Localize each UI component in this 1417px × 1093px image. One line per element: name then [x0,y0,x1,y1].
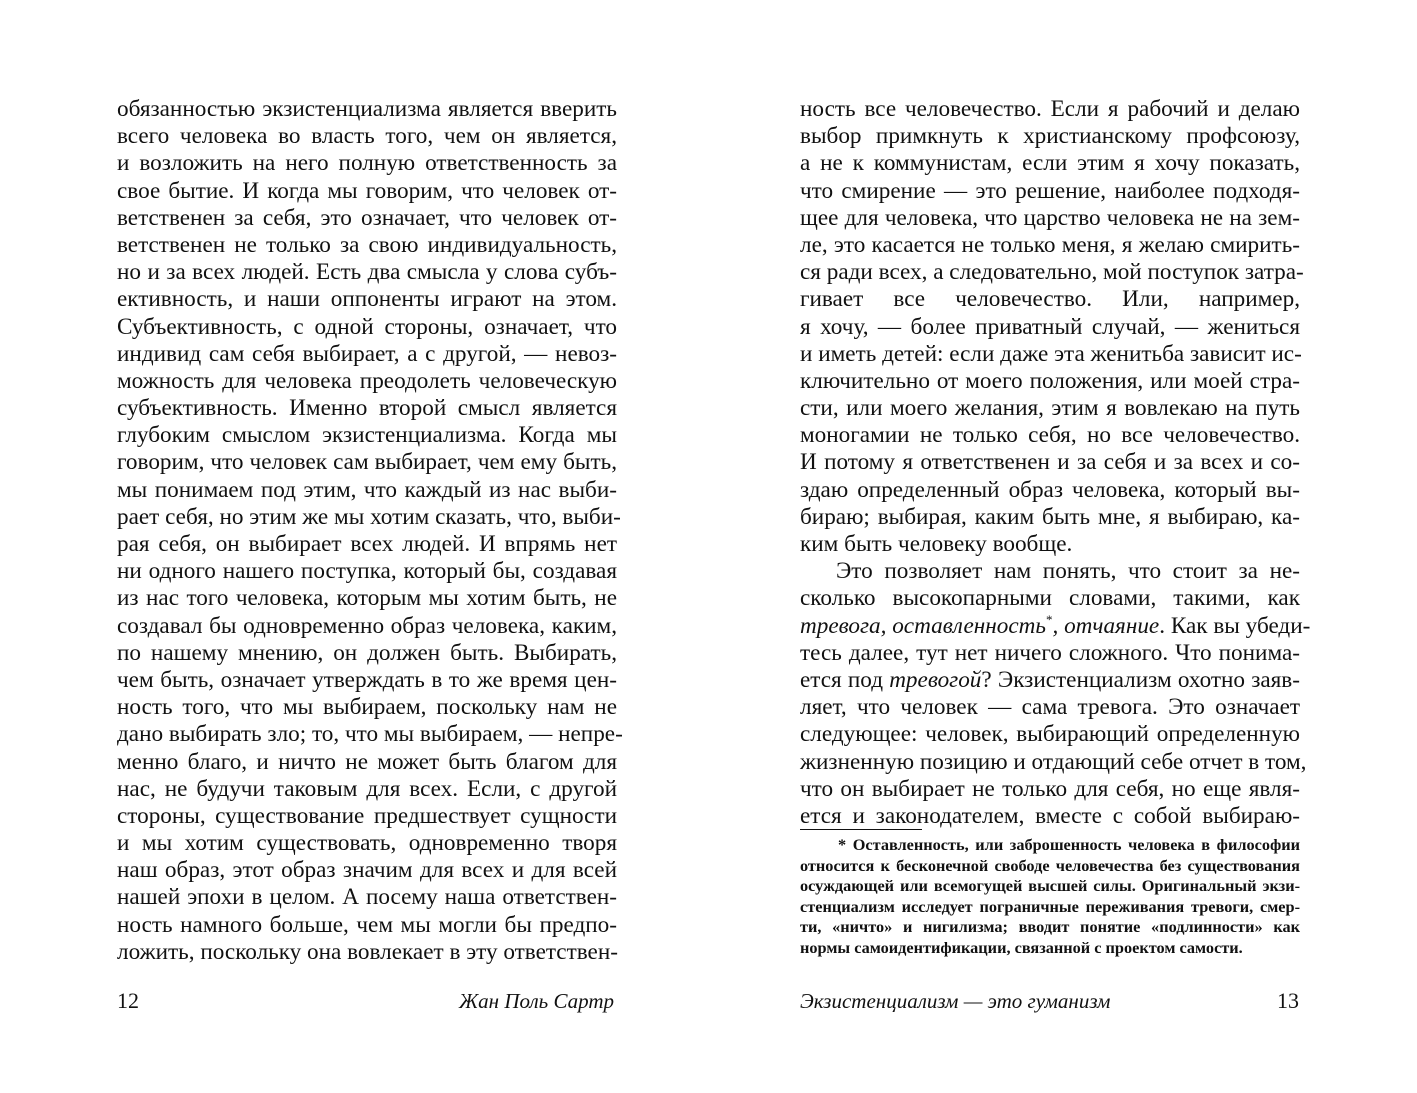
text-line: субъективность. Именно второй смысл является [117,395,617,422]
text-line: Субъективность, с одной стороны, означает, что [117,313,617,340]
text-line: по нашему мнению, он должен быть. Выбирать, [117,639,617,666]
text-line: ективность, и наши оппоненты играют на этом. [117,286,617,313]
text-line: сколько высокопарными словами, такими, как [800,585,1300,612]
line-tail: . Как вы убеди- [1159,612,1311,639]
text-line: жизненную позицию и отдающий себе отчет в том, [800,748,1307,775]
text-line: дано выбирать зло; то, что мы выбираем, — непре- [117,721,623,748]
text-line: рает себя, но этим же мы хотим сказать, что, выби- [117,503,621,530]
footnote [800,835,1300,959]
text-line: глубоким смыслом экзистенциализма. Когда мы [117,422,617,449]
text-line: мы понимаем под этим, что каждый из нас выби- [117,476,617,503]
text-line: индивид сам себя выбирает, а с другой, — невоз- [117,340,617,367]
footnote-line: относится к бесконечной свободе человечества без существования [800,855,1300,875]
left-page-body [117,96,623,966]
text-line: сти, или моего желания, этим я вовлекаю на путь [800,395,1300,422]
text-line: Это позволяет нам понять, что стоит за не- [836,558,1300,585]
text-line: моногамии не только себя, но все человечество. [800,422,1300,449]
text-line: но и за всех людей. Есть два смысла у слова субъ- [117,259,617,286]
text-line: бираю; выбирая, каким быть мне, я выбираю, ка- [800,503,1300,530]
text-line: ветственен за себя, это означает, что человек от- [117,204,617,231]
text-line: ветственен не только за свою индивидуальность, [117,231,617,258]
footnote-line: стенциализм исследует пограничные переживания тревоги, смер- [800,896,1300,916]
text-line: стороны, существование предшествует сущности [117,802,617,829]
text-line: щее для человека, что царство человека не на зем- [800,204,1300,231]
text-line: нашей эпохи в целом. А посему наша ответствен- [117,884,617,911]
text-line: ность того, что мы выбираем, поскольку нам не [117,694,617,721]
text-line: ключительно от моего положения, или моей стра- [800,367,1300,394]
italic-term: тревога, оставленность [800,612,1046,639]
text-line: тесь далее, тут нет ничего сложного. Что понима- [800,639,1300,666]
text-line: ность все человечество. Если я рабочий и делаю [800,96,1300,122]
text-line: свое бытие. И когда мы говорим, что человек от- [117,177,617,204]
text-line: и мы хотим существовать, одновременно творя [117,830,617,857]
page-number-left: 12 [117,988,139,1013]
text-line: И потому я ответственен и за себя и за всех и со- [800,449,1300,476]
footnote-line: осуждающей или всемогущей высшей силы. Оригинальный экзи- [800,876,1300,896]
text-line: обязанностью экзистенциализма является вверить [117,96,617,122]
text-line: наш образ, этот образ значим для всех и для всей [117,857,617,884]
text-line: ким быть человеку вообще. [800,531,1073,557]
italic-term: тревогой [889,666,982,693]
text-line: что он выбирает не только для себя, но еще явля- [800,775,1300,802]
text-line: ется и законодателем, вместе с собой выбираю- [800,802,1300,829]
footnote-line: нормы самоидентификации, связанной с проектом самости. [800,937,1243,957]
text-line: гивает все человечество. Или, например, [800,286,1300,313]
text-line: следующее: человек, выбирающий определенную [800,721,1300,748]
text-line: и иметь детей: если даже эта женитьба зависит ис- [800,340,1302,367]
page-number-right: 13 [1277,988,1299,1013]
text-line [800,611,1311,640]
line-head: ется под [800,666,890,693]
text-line: создавал бы одновременно образ человека, каким, [117,612,617,639]
running-head-author: Жан Поль Сартр [458,989,614,1013]
text-line: здаю определенный образ человека, который вы- [800,476,1300,503]
text-line: всего человека во власть того, чем он является, [117,123,617,150]
text-line: ложить, поскольку она вовлекает в эту ответствен- [117,938,618,965]
footnote-marker: * [1045,611,1053,627]
right-page-body [800,96,1311,830]
text-line: из нас того человека, которым мы хотим быть, не [117,585,617,612]
text-line: можность для человека преодолеть человеческую [117,367,617,394]
text-line: говорим, что человек сам выбирает, чем ему быть, [117,449,617,476]
text-line: ле, это касается не только меня, я желаю смирить- [800,231,1300,258]
text-line: я хочу, — более приватный случай, — жениться [800,313,1300,340]
text-line: ляет, что человек — сама тревога. Это означает [800,694,1300,721]
footnote-line: ти, «ничто» и нигилизма; вводит понятие «подлинности» как [800,917,1300,937]
line-tail: ? Экзистенциализм охотно заяв- [981,666,1300,693]
text-line [800,667,1300,694]
italic-term: , отчаяние [1052,612,1160,639]
footnote-line: * Оставленность, или заброшенность человека в философии [838,835,1300,854]
text-line: ся ради всех, а следовательно, мой поступок затра- [800,259,1304,286]
text-line: выбор примкнуть к христианскому профсоюзу, [800,123,1300,150]
text-line: и возложить на него полную ответственность за [117,150,617,177]
text-line: а не к коммунистам, если этим я хочу показать, [800,150,1300,177]
running-head-title: Экзистенциализм — это гуманизм [800,989,1111,1013]
text-line: рая себя, он выбирает всех людей. И впрямь нет [117,531,617,557]
text-line: ность намного больше, чем мы могли бы предпо- [117,911,617,938]
footnote-divider [800,829,922,830]
text-line: чем быть, означает утверждать в то же время цен- [117,666,617,693]
text-line: менно благо, и ничто не может быть благом для [117,748,617,775]
text-line: что смирение — это решение, наиболее подходя- [800,177,1300,204]
text-line: ни одного нашего поступка, который бы, создавая [117,558,617,585]
text-line: нас, не будучи таковым для всех. Если, с другой [117,775,617,802]
